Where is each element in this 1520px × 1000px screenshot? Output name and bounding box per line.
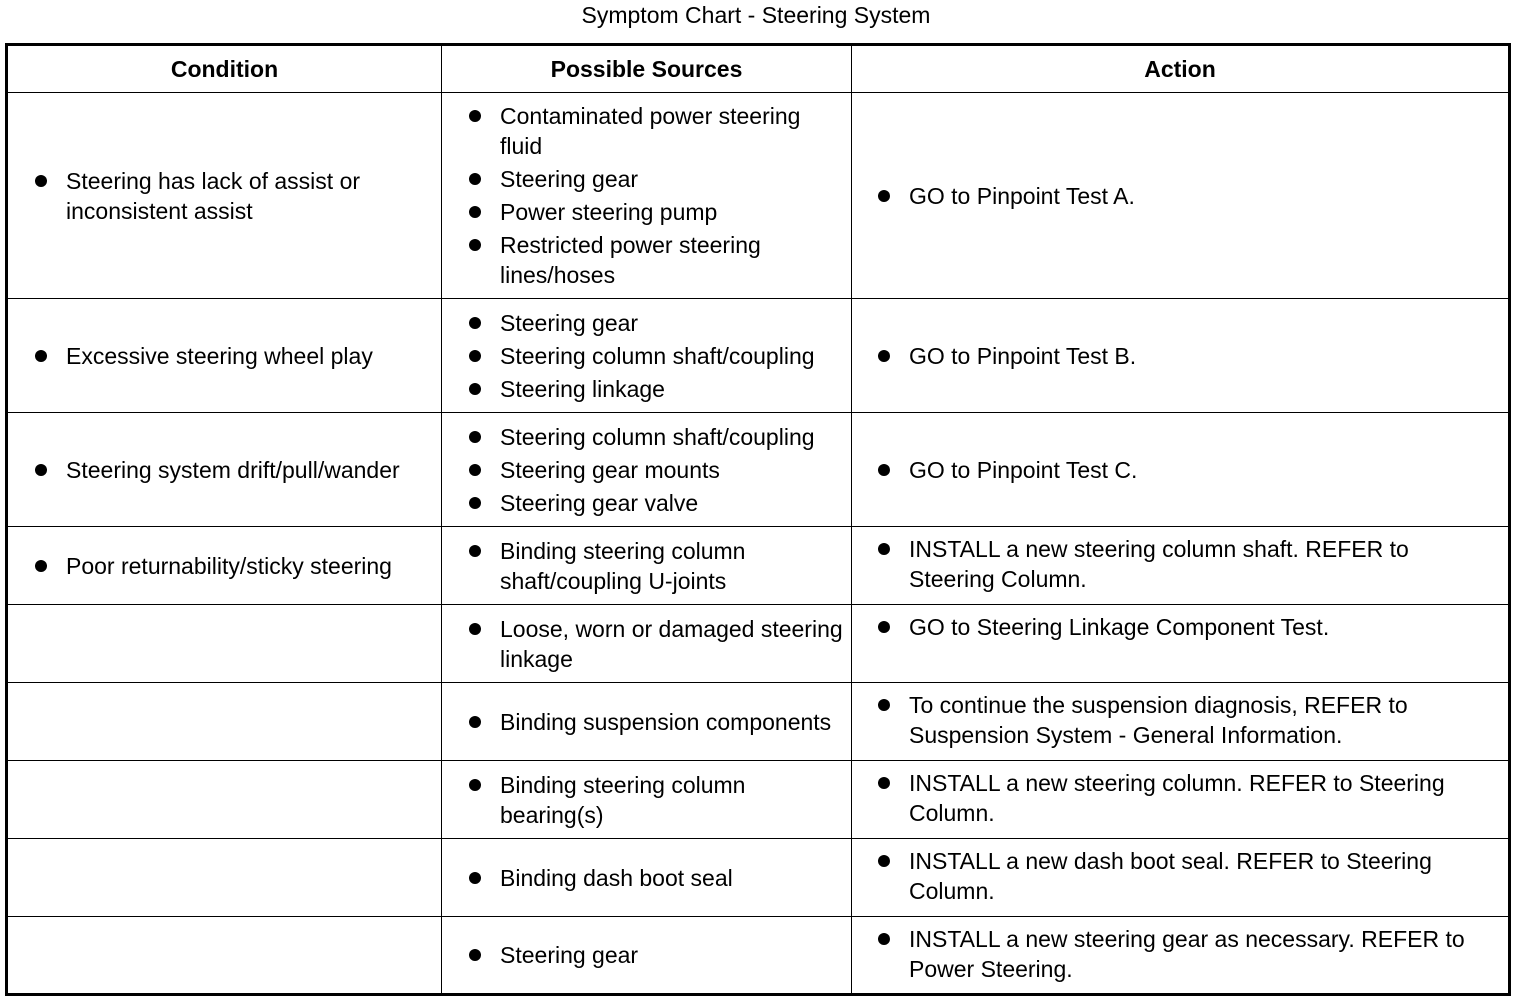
header-action: Action xyxy=(852,45,1510,93)
table-row xyxy=(7,683,1510,761)
source-item: Steering gear valve xyxy=(442,488,851,518)
sources-cell xyxy=(442,413,852,527)
source-item: Contaminated power steering fluid xyxy=(442,101,851,161)
condition-cell xyxy=(7,761,442,839)
condition-cell xyxy=(7,917,442,995)
condition-cell xyxy=(7,299,442,413)
condition-text: Excessive steering wheel play xyxy=(8,341,441,371)
action-text: GO to Pinpoint Test C. xyxy=(852,455,1508,485)
action-cell xyxy=(852,683,1510,761)
action-cell xyxy=(852,299,1510,413)
condition-cell xyxy=(7,605,442,683)
action-text: INSTALL a new steering column. REFER to Steering Column. xyxy=(852,768,1508,828)
condition-text: Poor returnability/sticky steering xyxy=(8,551,441,581)
source-item: Power steering pump xyxy=(442,197,851,227)
action-text: INSTALL a new steering column shaft. REFER to Steering Column. xyxy=(852,534,1508,594)
action-cell xyxy=(852,761,1510,839)
table-row xyxy=(7,917,1510,995)
source-item: Steering gear xyxy=(442,164,851,194)
source-item: Loose, worn or damaged steering linkage xyxy=(442,614,851,674)
sources-cell xyxy=(442,761,852,839)
sources-cell xyxy=(442,683,852,761)
action-cell xyxy=(852,527,1510,605)
condition-cell xyxy=(7,413,442,527)
action-cell xyxy=(852,605,1510,683)
sources-cell xyxy=(442,93,852,299)
document-title: Symptom Chart - Steering System xyxy=(581,2,931,28)
action-text: GO to Pinpoint Test A. xyxy=(852,181,1508,211)
source-item: Binding steering column bearing(s) xyxy=(442,770,851,830)
action-cell xyxy=(852,839,1510,917)
source-item: Steering column shaft/coupling xyxy=(442,341,851,371)
source-item: Binding dash boot seal xyxy=(442,863,851,893)
condition-cell xyxy=(7,683,442,761)
table-header-row xyxy=(7,45,1510,93)
source-item: Binding suspension components xyxy=(442,707,851,737)
table-row xyxy=(7,299,1510,413)
condition-cell xyxy=(7,839,442,917)
action-text: INSTALL a new dash boot seal. REFER to Steering Column. xyxy=(852,846,1508,906)
symptom-chart-table xyxy=(5,43,1511,996)
sources-cell xyxy=(442,527,852,605)
action-text: GO to Steering Linkage Component Test. xyxy=(852,612,1508,642)
action-text: INSTALL a new steering gear as necessary. REFER to Power Steering. xyxy=(852,924,1508,984)
source-item: Steering gear mounts xyxy=(442,455,851,485)
source-item: Binding steering column shaft/coupling U-joints xyxy=(442,536,851,596)
table-row xyxy=(7,93,1510,299)
table-row xyxy=(7,413,1510,527)
condition-text: Steering system drift/pull/wander xyxy=(8,455,441,485)
condition-cell xyxy=(7,527,442,605)
table-row xyxy=(7,527,1510,605)
action-cell xyxy=(852,917,1510,995)
action-text: GO to Pinpoint Test B. xyxy=(852,341,1508,371)
header-possible-sources: Possible Sources xyxy=(442,45,852,93)
action-text: To continue the suspension diagnosis, REFER to Suspension System - General Information. xyxy=(852,690,1508,750)
table-row xyxy=(7,761,1510,839)
sources-cell xyxy=(442,839,852,917)
action-cell xyxy=(852,93,1510,299)
condition-text: Steering has lack of assist or inconsistent assist xyxy=(8,166,441,226)
header-condition: Condition xyxy=(7,45,442,93)
source-item: Steering gear xyxy=(442,308,851,338)
source-item: Steering linkage xyxy=(442,374,851,404)
source-item: Steering gear xyxy=(442,940,851,970)
table-row xyxy=(7,605,1510,683)
sources-cell xyxy=(442,917,852,995)
sources-cell xyxy=(442,299,852,413)
condition-cell xyxy=(7,93,442,299)
action-cell xyxy=(852,413,1510,527)
table-row xyxy=(7,839,1510,917)
sources-cell xyxy=(442,605,852,683)
source-item: Steering column shaft/coupling xyxy=(442,422,851,452)
source-item: Restricted power steering lines/hoses xyxy=(442,230,851,290)
